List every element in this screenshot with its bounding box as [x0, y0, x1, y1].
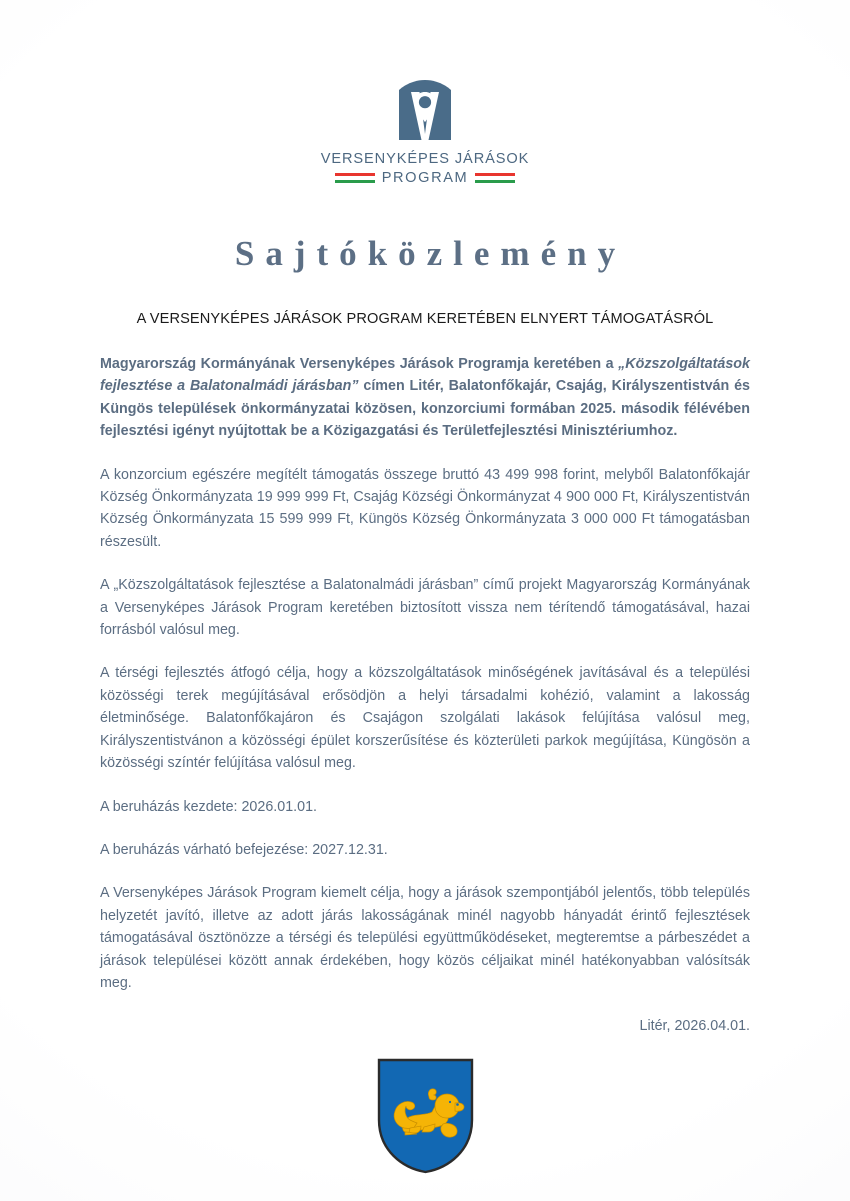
- paragraph-project-goals: A térségi fejlesztés átfogó célja, hogy a közszolgáltatások minőségének javításával és a települési közösségi terek megújításával erősödjön a helyi társadalmi kohézió, valamint a lakosság életminősége. Balatonfőkajáron és Csajágon szolgálati lakások felújítása valósul meg, Királyszentistvánon a közösségi épület korszerűsítése és közterületi parkok megújítása, Küngösön a közösségi színtér felújítása valósul meg.: [100, 665, 750, 772]
- coat-of-arms-container: [100, 1058, 750, 1174]
- logo-line-2: [335, 170, 516, 186]
- paragraph-program-purpose: A Versenyképes Járások Program kiemelt célja, hogy a járások szempontjából jelentős, több település helyzetét javító, illetve az adott járás lakosságának minél nagyobb hányadát érintő fejlesztések támogatásával ösztönözze a térségi és települési együttműködéseket, megteremtse a párbeszédet a járások települései között annak érdekében, hogy közös céljaikat minél hatékonyabban valósítsák meg.: [100, 885, 750, 991]
- logo-wordmark: [321, 151, 530, 186]
- page-subtitle: A VERSENYKÉPES JÁRÁSOK PROGRAM KERETÉBEN ELNYERT TÁMOGATÁSRÓL: [136, 311, 714, 327]
- place-and-date: Litér, 2026.04.01.: [639, 1018, 750, 1035]
- paragraph-start-date: A beruházás kezdete: 2026.01.01.: [100, 798, 318, 815]
- logo-program-label: PROGRAM: [381, 170, 469, 186]
- lead-text-part-2: címen Litér, Balatonfőkajár, Csajág, Királyszentistván és Küngös települések önkormányzatai közösen, konzorciumi formában 2025. második félévében fejlesztési igényt nyújtottak be a Közigazgatási és Területfejlesztési Minisztériumhoz.: [100, 378, 750, 440]
- paragraph-funding: A konzorcium egészére megítélt támogatás összege bruttó 43 499 998 forint, melyből Balatonfőkajár Község Önkormányzata 19 999 999 Ft, Csajág Községi Önkormányzat 4 900 000 Ft, Királyszentistván Község Önkormányzata 15 599 999 Ft, Küngös Község Önkormányzata 3 000 000 Ft támogatásban részesült.: [100, 466, 750, 550]
- hungarian-flag-icon-left: [335, 173, 375, 184]
- lead-text-part-1: Magyarország Kormányának Versenyképes Járások Programja keretében a: [100, 356, 619, 372]
- paragraph-project-source: A „Közszolgáltatások fejlesztése a Balatonalmádi járásban” című projekt Magyarország Kormányának a Versenyképes Járások Program keretében biztosított vissza nem térítendő támogatásával, hazai forrásból valósul meg.: [100, 577, 750, 639]
- paragraph-end-date: A beruházás várható befejezése: 2027.12.31.: [100, 841, 388, 858]
- location-pin-in-shield-icon: [395, 78, 455, 142]
- logo-line-1: VERSENYKÉPES JÁRÁSOK: [320, 151, 530, 167]
- paragraph-lead: [100, 353, 750, 443]
- page-title: Sajtóközlemény: [234, 234, 627, 273]
- project-title-quoted: „Közszolgáltatások fejlesztése a Balatonalmádi járásban”: [100, 356, 750, 395]
- hungarian-flag-icon-right: [475, 173, 515, 184]
- liter-coat-of-arms-icon: [377, 1058, 474, 1174]
- program-logo: [100, 0, 750, 186]
- document-body: [100, 353, 750, 994]
